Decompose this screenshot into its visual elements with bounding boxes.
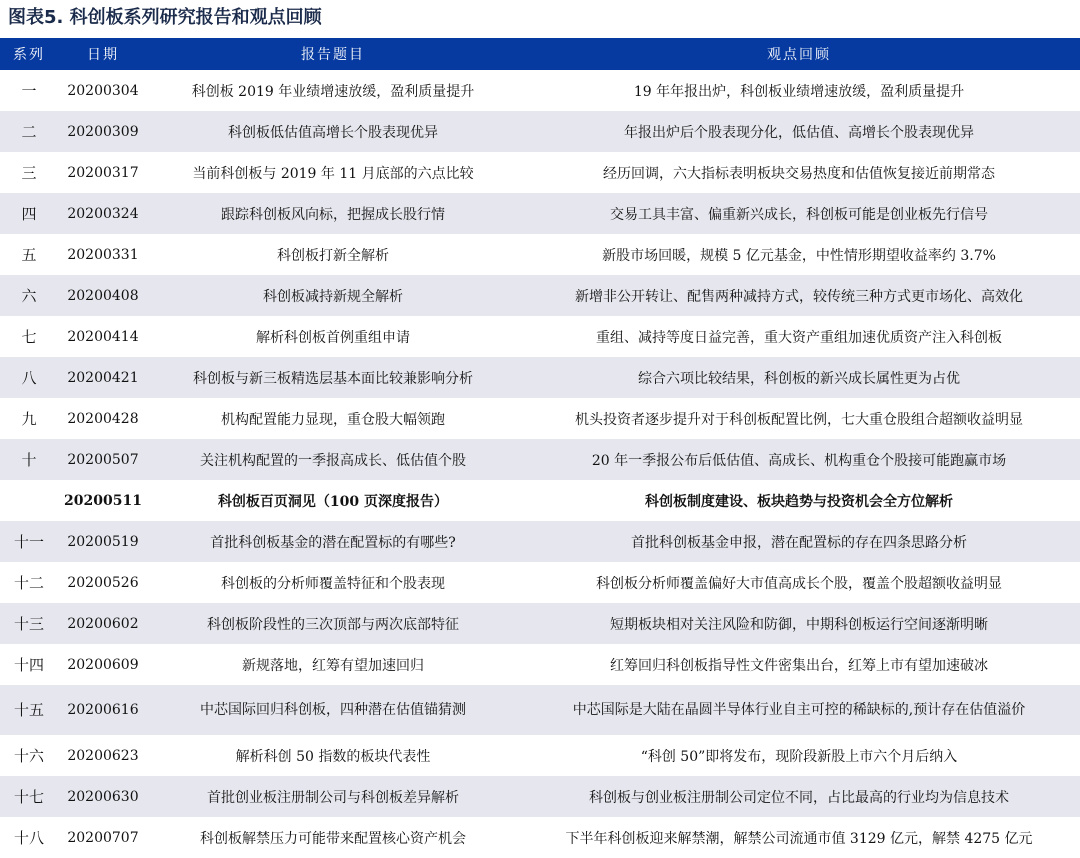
cell-viewpoint: 科创板与创业板注册制公司定位不同，占比最高的行业均为信息技术 (518, 776, 1080, 817)
table-row (0, 817, 1080, 858)
cell-report-title: 跟踪科创板风向标，把握成长股行情 (148, 193, 518, 234)
cell-viewpoint: 20 年一季报公布后低估值、高成长、机构重仓个股接可能跑赢市场 (518, 439, 1080, 480)
cell-date: 20200623 (58, 735, 148, 776)
cell-viewpoint: 新增非公开转让、配售两种减持方式，较传统三种方式更市场化、高效化 (518, 275, 1080, 316)
cell-viewpoint: 综合六项比较结果，科创板的新兴成长属性更为占优 (518, 357, 1080, 398)
table-row (0, 562, 1080, 603)
table-row (0, 603, 1080, 644)
table-row (0, 776, 1080, 817)
cell-date: 20200331 (58, 234, 148, 275)
cell-series: 八 (0, 357, 58, 398)
cell-series: 七 (0, 316, 58, 357)
cell-report-title: 科创板阶段性的三次顶部与两次底部特征 (148, 603, 518, 644)
header-series: 系列 (0, 38, 58, 70)
table-row (0, 70, 1080, 111)
table-row (0, 521, 1080, 562)
table-row (0, 316, 1080, 357)
cell-viewpoint: 交易工具丰富、偏重新兴成长，科创板可能是创业板先行信号 (518, 193, 1080, 234)
cell-report-title: 科创板打新全解析 (148, 234, 518, 275)
table-row (0, 644, 1080, 685)
cell-viewpoint: 中芯国际是大陆在晶圆半导体行业自主可控的稀缺标的,预计存在估值溢价 (518, 685, 1080, 735)
table-row (0, 735, 1080, 776)
cell-date: 20200507 (58, 439, 148, 480)
table-row (0, 193, 1080, 234)
table-header-row (0, 38, 1080, 70)
cell-report-title: 中芯国际回归科创板，四种潜在估值锚猜测 (148, 685, 518, 735)
header-report-title: 报告题目 (148, 38, 518, 70)
cell-report-title: 关注机构配置的一季报高成长、低估值个股 (148, 439, 518, 480)
cell-date: 20200707 (58, 817, 148, 858)
cell-viewpoint: 年报出炉后个股表现分化，低估值、高增长个股表现优异 (518, 111, 1080, 152)
cell-viewpoint: 19 年年报出炉，科创板业绩增速放缓，盈利质量提升 (518, 70, 1080, 111)
cell-series: 十一 (0, 521, 58, 562)
cell-viewpoint: 下半年科创板迎来解禁潮，解禁公司流通市值 3129 亿元，解禁 4275 亿元 (518, 817, 1080, 858)
cell-viewpoint: 红筹回归科创板指导性文件密集出台，红筹上市有望加速破冰 (518, 644, 1080, 685)
cell-date: 20200324 (58, 193, 148, 234)
cell-series: 六 (0, 275, 58, 316)
cell-date: 20200414 (58, 316, 148, 357)
cell-date: 20200408 (58, 275, 148, 316)
cell-series: 二 (0, 111, 58, 152)
cell-report-title: 科创板百页洞见（100 页深度报告） (148, 480, 518, 521)
cell-report-title: 科创板减持新规全解析 (148, 275, 518, 316)
cell-date: 20200421 (58, 357, 148, 398)
cell-report-title: 科创板的分析师覆盖特征和个股表现 (148, 562, 518, 603)
cell-series: 一 (0, 70, 58, 111)
cell-series: 十二 (0, 562, 58, 603)
header-viewpoint: 观点回顾 (518, 38, 1080, 70)
cell-series: 十七 (0, 776, 58, 817)
header-date: 日期 (58, 38, 148, 70)
cell-report-title: 首批创业板注册制公司与科创板差异解析 (148, 776, 518, 817)
cell-report-title: 科创板 2019 年业绩增速放缓，盈利质量提升 (148, 70, 518, 111)
cell-date: 20200428 (58, 398, 148, 439)
cell-date: 20200317 (58, 152, 148, 193)
cell-viewpoint: 短期板块相对关注风险和防御，中期科创板运行空间逐渐明晰 (518, 603, 1080, 644)
cell-viewpoint: 经历回调，六大指标表明板块交易热度和估值恢复接近前期常态 (518, 152, 1080, 193)
table-row (0, 480, 1080, 521)
cell-series (0, 480, 58, 521)
cell-report-title: 科创板与新三板精选层基本面比较兼影响分析 (148, 357, 518, 398)
cell-report-title: 首批科创板基金的潜在配置标的有哪些? (148, 521, 518, 562)
cell-date: 20200609 (58, 644, 148, 685)
table-row (0, 234, 1080, 275)
cell-date: 20200519 (58, 521, 148, 562)
cell-report-title: 当前科创板与 2019 年 11 月底部的六点比较 (148, 152, 518, 193)
table-row (0, 152, 1080, 193)
cell-report-title: 解析科创板首例重组申请 (148, 316, 518, 357)
cell-viewpoint: 科创板制度建设、板块趋势与投资机会全方位解析 (518, 480, 1080, 521)
table-body (0, 70, 1080, 858)
cell-viewpoint: 科创板分析师覆盖偏好大市值高成长个股，覆盖个股超额收益明显 (518, 562, 1080, 603)
cell-series: 十 (0, 439, 58, 480)
cell-viewpoint: “科创 50”即将发布，现阶段新股上市六个月后纳入 (518, 735, 1080, 776)
cell-date: 20200616 (58, 685, 148, 735)
cell-series: 四 (0, 193, 58, 234)
cell-report-title: 新规落地，红筹有望加速回归 (148, 644, 518, 685)
table-row (0, 685, 1080, 735)
cell-series: 十六 (0, 735, 58, 776)
cell-report-title: 科创板解禁压力可能带来配置核心资产机会 (148, 817, 518, 858)
cell-series: 十八 (0, 817, 58, 858)
cell-series: 十五 (0, 685, 58, 735)
table-row (0, 398, 1080, 439)
cell-series: 十四 (0, 644, 58, 685)
cell-date: 20200630 (58, 776, 148, 817)
cell-report-title: 科创板低估值高增长个股表现优异 (148, 111, 518, 152)
table-row (0, 275, 1080, 316)
cell-viewpoint: 机头投资者逐步提升对于科创板配置比例，七大重仓股组合超额收益明显 (518, 398, 1080, 439)
cell-date: 20200602 (58, 603, 148, 644)
table-row (0, 111, 1080, 152)
cell-viewpoint: 新股市场回暖，规模 5 亿元基金，中性情形期望收益率约 3.7% (518, 234, 1080, 275)
cell-date: 20200526 (58, 562, 148, 603)
report-table (0, 38, 1080, 858)
cell-date: 20200511 (58, 480, 148, 521)
figure-title: 图表5. 科创板系列研究报告和观点回顾 (8, 7, 322, 28)
cell-series: 九 (0, 398, 58, 439)
cell-viewpoint: 首批科创板基金申报，潜在配置标的存在四条思路分析 (518, 521, 1080, 562)
cell-series: 五 (0, 234, 58, 275)
cell-date: 20200304 (58, 70, 148, 111)
cell-report-title: 解析科创 50 指数的板块代表性 (148, 735, 518, 776)
cell-report-title: 机构配置能力显现，重仓股大幅领跑 (148, 398, 518, 439)
table-row (0, 357, 1080, 398)
table-row (0, 439, 1080, 480)
cell-date: 20200309 (58, 111, 148, 152)
cell-series: 三 (0, 152, 58, 193)
cell-viewpoint: 重组、减持等度日益完善，重大资产重组加速优质资产注入科创板 (518, 316, 1080, 357)
cell-series: 十三 (0, 603, 58, 644)
